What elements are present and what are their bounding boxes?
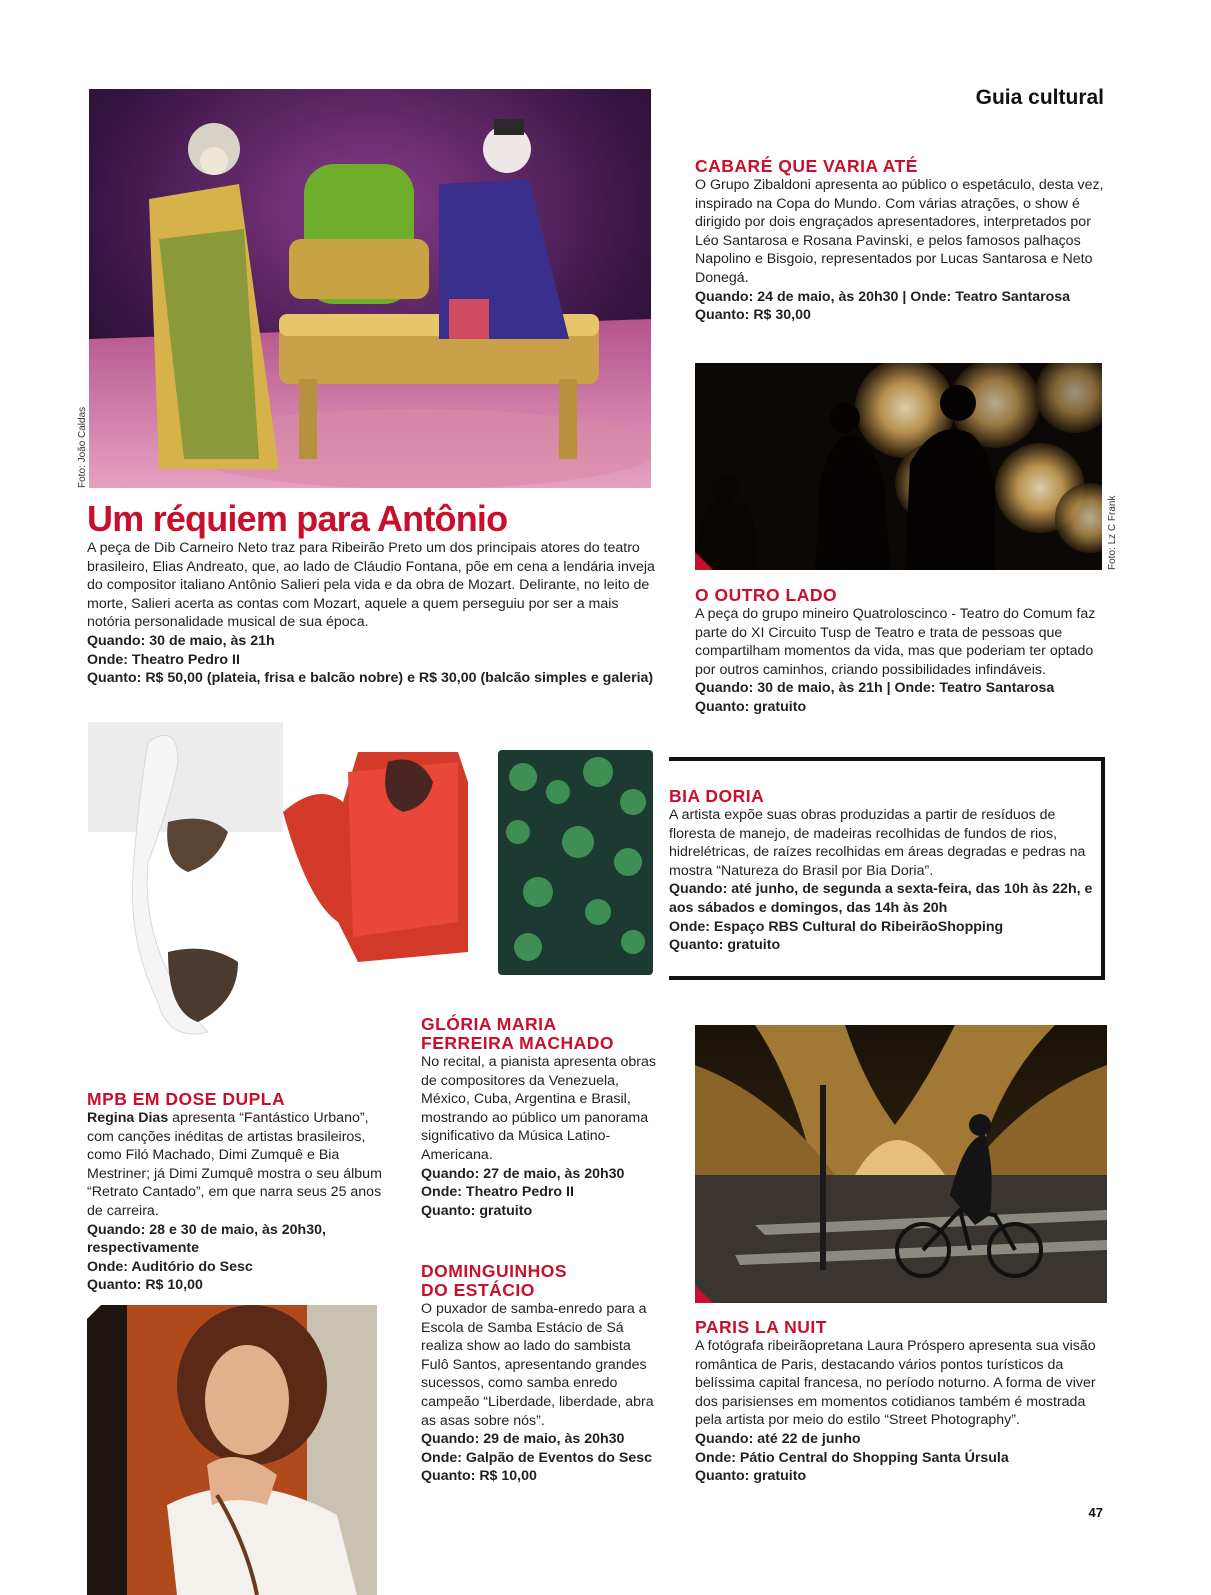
section-title: Guia cultural xyxy=(975,86,1104,109)
dominguinhos-title-line2: DO ESTÁCIO xyxy=(421,1280,535,1300)
requiem-photo xyxy=(89,89,651,488)
paris-body: A fotógrafa ribeirãopretana Laura Próspero apresenta sua visão romântica de Paris, destacando vários pontos turísticos da belíssima capital francesa, no período noturno. A forma de viver dos parisienses em momentos cotidianos também é mostrada pela artista por meio do estilo “Street Photography”. xyxy=(695,1338,1096,1429)
mpb-body-text: apresenta “Fantástico Urbano”, com canções inéditas de artistas brasileiros, como Filó Machado, Dimi Zumquê e Bia Mestriner; já Dimi Zumquê mostra o seu álbum “Retrato Cantado”, em que narra seus 25 anos de carreira. xyxy=(87,1110,382,1219)
outro-lado-photo xyxy=(695,363,1102,570)
cabare-title: CABARÉ QUE VARIA ATÉ xyxy=(695,156,918,176)
bia-doria-body: A artista expõe suas obras produzidas a partir de resíduos de floresta de manejo, de madeiras recolhidas de fundos de rios, hidrelétricas, de raízes recolhidas em áreas degradas e pedras na mostra “Natureza do Brasil por Bia Doria”. xyxy=(669,807,1086,879)
mpb-when: Quando: 28 e 30 de maio, às 20h30, respectivamente xyxy=(87,1221,326,1257)
requiem-price: Quanto: R$ 50,00 (plateia, frisa e balcão nobre) e R$ 30,00 (balcão simples e galeria) xyxy=(87,670,654,687)
paris-where: Onde: Pátio Central do Shopping Santa Úrsula xyxy=(695,1449,1009,1466)
dominguinhos-where: Onde: Galpão de Eventos do Sesc xyxy=(421,1449,652,1466)
gloria-where: Onde: Theatro Pedro II xyxy=(421,1184,574,1201)
gloria-when: Quando: 27 de maio, às 20h30 xyxy=(421,1165,625,1182)
mpb-lead-name: Regina Dias xyxy=(87,1110,169,1126)
paris-title: PARIS LA NUIT xyxy=(695,1317,827,1337)
dominguinhos-title-line1: DOMINGUINHOS xyxy=(421,1261,567,1281)
requiem-title: Um réquiem para Antônio xyxy=(87,498,508,539)
photo-credit-2: Foto: Lz C Frank xyxy=(1107,495,1118,570)
dominguinhos-price: Quanto: R$ 10,00 xyxy=(421,1468,537,1485)
corner-marker xyxy=(87,1305,101,1319)
regina-dias-photo xyxy=(87,1305,377,1595)
mpb-title: MPB EM DOSE DUPLA xyxy=(87,1089,286,1109)
page-number: 47 xyxy=(1088,1505,1103,1520)
bia-doria-where: Onde: Espaço RBS Cultural do RibeirãoShopping xyxy=(669,918,1004,935)
corner-marker xyxy=(695,1285,713,1303)
outro-lado-when-where: Quando: 30 de maio, às 21h | Onde: Teatro Santarosa xyxy=(695,680,1055,697)
gloria-body: No recital, a pianista apresenta obras de compositores da Venezuela, México, Cuba, Argentina e Brasil, mostrando ao público um panorama significativo da Música Latino-Americana. xyxy=(421,1054,657,1163)
paris-price: Quanto: gratuito xyxy=(695,1468,807,1485)
mpb-body xyxy=(87,1109,387,1221)
gloria-title-line2: FERREIRA MACHADO xyxy=(421,1033,615,1053)
outro-lado-price: Quanto: gratuito xyxy=(695,698,807,715)
dominguinhos-body: O puxador de samba-enredo para a Escola de Samba Estácio de Sá realiza show ao lado do sambista Fulô Santos, apresentando grandes sucessos, como samba enredo campeão “Liberdade, liberdade, abra as asas sobre nós”. xyxy=(421,1301,654,1429)
bia-doria-price: Quanto: gratuito xyxy=(669,937,781,954)
bia-doria-title: BIA DORIA xyxy=(669,786,765,806)
mpb-price: Quanto: R$ 10,00 xyxy=(87,1277,203,1294)
cabare-body: O Grupo Zibaldoni apresenta ao público o espetáculo, desta vez, inspirado na Copa do Mundo. Com várias atrações, o show é dirigido por dois engraçados apresentadores, interpretados por Léo Santarosa e Rosana Pavinski, e pelos famosos palhaços Napolino e Bisgoio, representados por Lucas Santarosa e Neto Donegá. xyxy=(695,177,1104,286)
mpb-where: Onde: Auditório do Sesc xyxy=(87,1258,253,1275)
requiem-where: Onde: Theatro Pedro II xyxy=(87,651,240,668)
dominguinhos-when: Quando: 29 de maio, às 20h30 xyxy=(421,1431,625,1448)
outro-lado-title: O OUTRO LADO xyxy=(695,585,838,605)
requiem-body: A peça de Dib Carneiro Neto traz para Ribeirão Preto um dos principais atores do teatro brasileiro, Elias Andreato, que, ao lado de Cláudio Fontana, põe em cena a lendária inveja do compositor italiano Antônio Salieri pela vida e da obra de Mozart. Delirante, no leito de morte, Salieri acerta as contas com Mozart, aquele a quem perseguiu por ser a mais notória personalidade musical de sua época. xyxy=(87,540,655,631)
corner-marker xyxy=(695,552,713,570)
gloria-price: Quanto: gratuito xyxy=(421,1202,533,1219)
requiem-when: Quando: 30 de maio, às 21h xyxy=(87,632,275,649)
paris-when: Quando: até 22 de junho xyxy=(695,1430,861,1447)
paris-la-nuit-photo xyxy=(695,1025,1107,1303)
outro-lado-body: A peça do grupo mineiro Quatroloscinco - Teatro do Comum faz parte do XI Circuito Tusp de Teatro e trata de pessoas que compartilham momentos da vida, mas que poderiam ter optado por outros caminhos, criando possibilidades infindáveis. xyxy=(695,606,1096,678)
cabare-price: Quanto: R$ 30,00 xyxy=(695,307,811,324)
bia-doria-when: Quando: até junho, de segunda a sexta-feira, das 10h às 22h, e aos sábados e domingos, das 14h às 20h xyxy=(669,881,1093,916)
cabare-when-where: Quando: 24 de maio, às 20h30 | Onde: Teatro Santarosa xyxy=(695,288,1071,305)
photo-credit: Foto: João Caldas xyxy=(77,406,88,488)
bia-doria-artworks xyxy=(88,722,658,1052)
gloria-title-line1: GLÓRIA MARIA xyxy=(421,1014,557,1034)
